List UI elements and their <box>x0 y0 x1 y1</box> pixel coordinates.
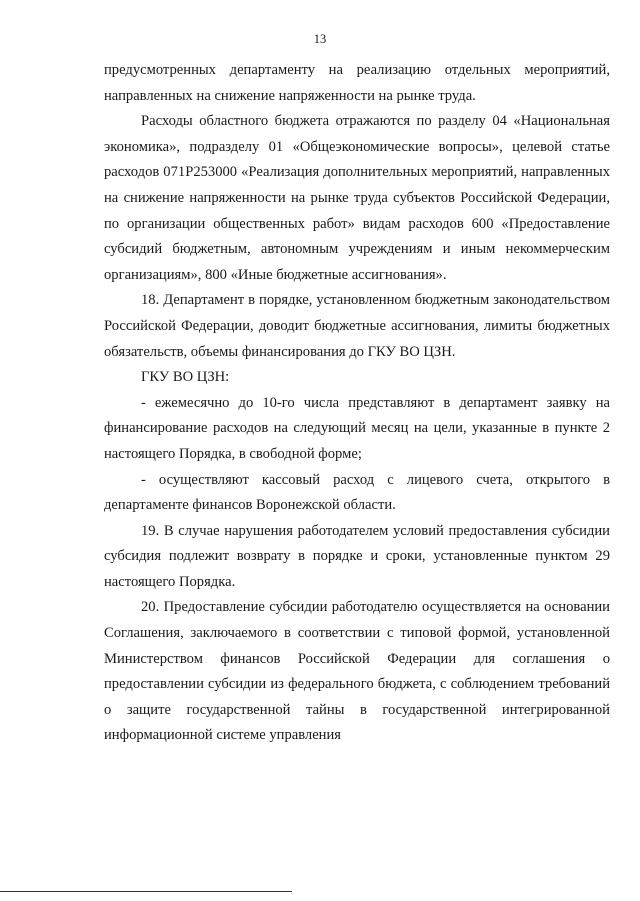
page-number: 13 <box>313 32 327 46</box>
paragraph-continuation: предусмотренных департаменту на реализацию отдельных мероприятий, направленных на снижение напряженности на рынке труда. <box>104 62 610 104</box>
document-body <box>104 58 610 749</box>
paragraph-item-18: 18. Департамент в порядке, установленном бюджетным законодательством Российской Федерации, доводит бюджетные ассигнования, лимиты бюджетных обязательств, объемы финансирования до ГКУ ВО ЦЗН. <box>104 292 610 360</box>
paragraph-monthly-request: - ежемесячно до 10-го числа представляют в департамент заявку на финансирование расходов на следующий месяц на цели, указанные в пункте 2 настоящего Порядка, в свободной форме; <box>104 394 610 462</box>
paragraph-cash-expense: - осуществляют кассовый расход с лицевого счета, открытого в департаменте финансов Воронежской области. <box>104 471 610 514</box>
footnote-divider <box>0 891 292 892</box>
paragraph-gku-heading: ГКУ ВО ЦЗН: <box>141 369 230 386</box>
paragraph-item-19: 19. В случае нарушения работодателем условий предоставления субсидии субсидия подлежит возврату в порядке и сроки, установленные пунктом 29 настоящего Порядка. <box>104 522 610 590</box>
paragraph-item-20: 20. Предоставление субсидии работодателю осуществляется на основании Соглашения, заключаемого в соответствии с типовой формой, установленной Министерством финансов Российской Федерации для соглашения о предоставлении субсидии из федерального бюджета, с соблюдением требований о защите государственной тайны в государственной интегрированной информационной системе управления <box>104 599 610 744</box>
paragraph-budget-expenses: Расходы областного бюджета отражаются по разделу 04 «Национальная экономика», подразделу 01 «Общеэкономические вопросы», целевой статье расходов 071Р253000 «Реализация дополнительных мероприятий, направленных на снижение напряженности на рынке труда субъектов Российской Федерации, по организации общественных работ» видам расходов 600 «Предоставление субсидий бюджетным, автономным учреждениям и иным некоммерческим организациям», 800 «Иные бюджетные ассигнования». <box>104 113 610 283</box>
